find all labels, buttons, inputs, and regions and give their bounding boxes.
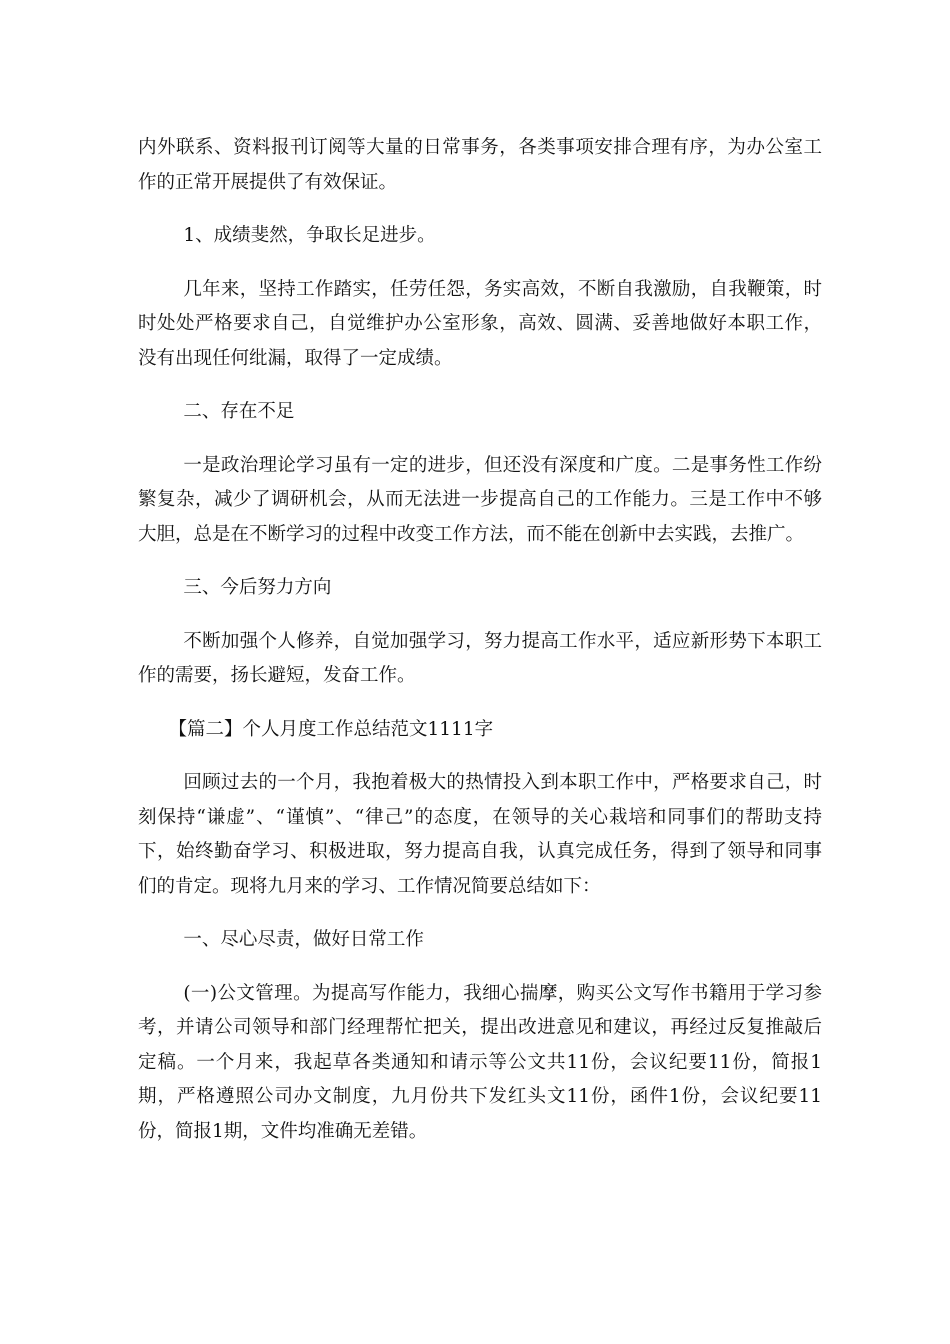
heading-daily-work: 一、尽心尽责，做好日常工作 <box>183 929 424 950</box>
paragraph-continuation: 内外联系、资料报刊订阅等大量的日常事务，各类事项安排合理有序，为办公室工作的正常开展提供了有效保证。 <box>138 137 822 193</box>
paragraph-achievements: 几年来，坚持工作踏实，任劳任怨，务实高效，不断自我激励，自我鞭策，时时处处严格要求自己，自觉维护办公室形象，高效、圆满、妥善地做好本职工作，没有出现任何纰漏，取得了一定成绩。 <box>138 278 822 369</box>
paragraph-review: 回顾过去的一个月，我抱着极大的热情投入到本职工作中，严格要求自己，时刻保持“谦虚”、“谨慎”、“律己”的态度，在领导的关心栽培和同事们的帮助支持下，始终勤奋学习、积极进取，努力提高自我，认真完成任务，得到了领导和同事们的肯定。现将九月来的学习、工作情况简要总结如下： <box>138 772 822 897</box>
paragraph-shortcomings: 一是政治理论学习虽有一定的进步，但还没有深度和广度。二是事务性工作纷繁复杂，减少了调研机会，从而无法进一步提高自己的工作能力。三是工作中不够大胆，总是在不断学习的过程中改变工作方法，而不能在创新中去实践，去推广。 <box>138 454 822 545</box>
heading-shortcomings: 二、存在不足 <box>183 401 295 422</box>
chapter-title: 【篇二】个人月度工作总结范文1111字 <box>168 718 494 740</box>
paragraph-document-management: (一)公文管理。为提高写作能力，我细心揣摩，购买公文写作书籍用于学习参考，并请公司领导和部门经理帮忙把关，提出改进意见和建议，再经过反复推敲后定稿。一个月来，我起草各类通知和请示等公文共11份，会议纪要11份，简报1期，严格遵照公司办文制度，九月份共下发红头文11份，函件1份，会议纪要11份，简报1期，文件均准确无差错。 <box>138 982 822 1142</box>
heading-future-direction: 三、今后努力方向 <box>183 577 332 598</box>
document-body <box>138 131 822 1168</box>
paragraph-future-direction: 不断加强个人修养，自觉加强学习，努力提高工作水平，适应新形势下本职工作的需要，扬长避短，发奋工作。 <box>138 630 822 686</box>
heading-achievements: 1、成绩斐然，争取长足进步。 <box>183 225 436 246</box>
